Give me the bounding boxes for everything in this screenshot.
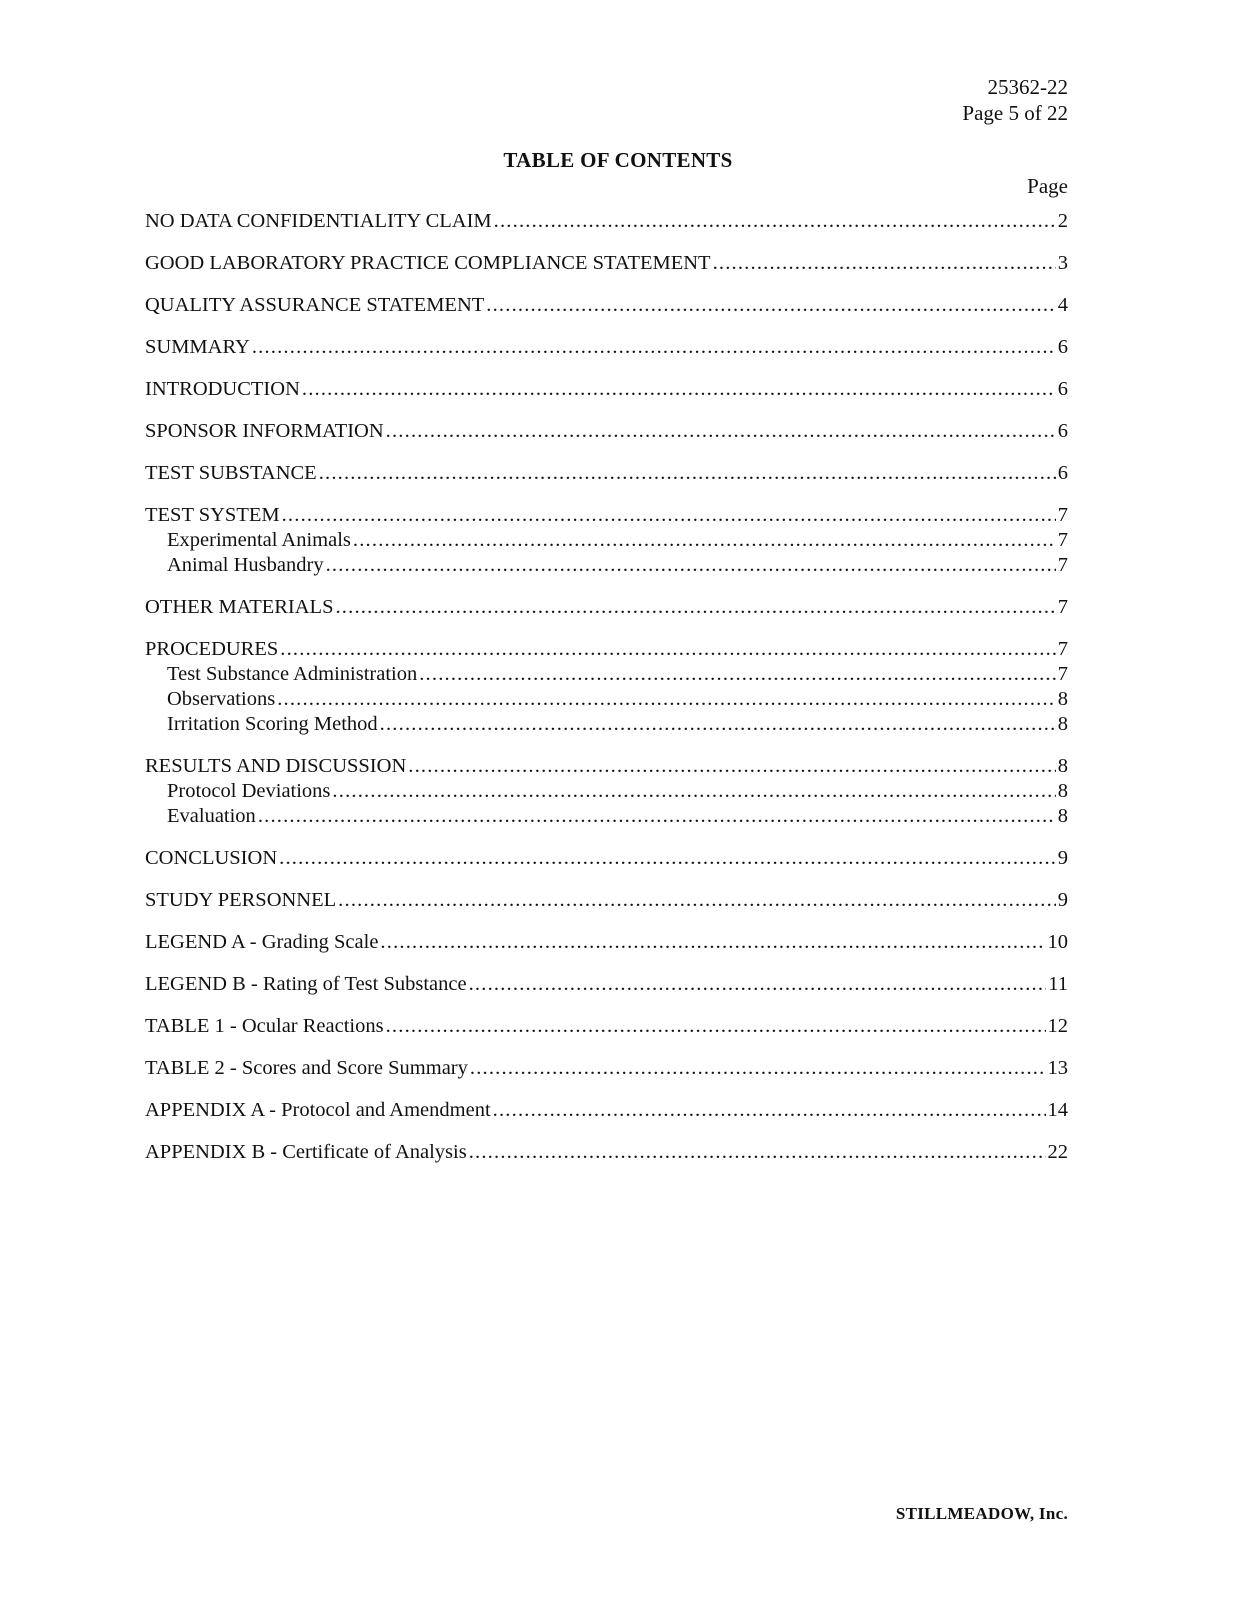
company-name: STILLMEADOW, Inc. (895, 1504, 1068, 1523)
toc-entry-page-number: 9 (1057, 889, 1068, 911)
toc-entry (145, 1097, 1068, 1123)
toc-entry-label: Test Substance Administration (167, 663, 418, 685)
toc-entry (145, 929, 1068, 955)
toc-subentry (145, 687, 1068, 712)
toc-entry-page-number: 7 (1057, 596, 1068, 618)
toc-entry-label: LEGEND A - Grading Scale (145, 931, 379, 953)
toc-entry (145, 971, 1068, 997)
dot-leader (380, 712, 1056, 737)
dot-leader (277, 687, 1056, 712)
toc-entry-label: GOOD LABORATORY PRACTICE COMPLIANCE STATEMENT (145, 252, 711, 274)
toc-entry-label: Animal Husbandry (167, 554, 324, 576)
toc-entry-label: Protocol Deviations (167, 780, 331, 802)
toc-entry-label: APPENDIX B - Certificate of Analysis (145, 1141, 467, 1163)
toc-entry-label: APPENDIX A - Protocol and Amendment (145, 1099, 491, 1121)
toc-entry-label: TABLE 2 - Scores and Score Summary (145, 1057, 468, 1079)
toc-subentry (145, 779, 1068, 804)
toc-entry-page-number: 22 (1047, 1141, 1068, 1163)
dot-leader (494, 208, 1056, 234)
dot-leader (279, 845, 1056, 871)
toc-entry (145, 502, 1068, 528)
toc-entry (145, 334, 1068, 360)
toc-entry (145, 1139, 1068, 1165)
toc-entry-page-number: 7 (1057, 529, 1068, 551)
toc-entry-page-number: 6 (1057, 462, 1068, 484)
dot-leader (713, 250, 1056, 276)
dot-leader (469, 971, 1047, 997)
toc-entry-page-number: 7 (1057, 663, 1068, 685)
dot-leader (326, 553, 1056, 578)
toc-entry (145, 418, 1068, 444)
toc-entry-page-number: 11 (1048, 973, 1068, 995)
toc-entry-label: TEST SUBSTANCE (145, 462, 317, 484)
toc-entry (145, 1013, 1068, 1039)
toc-entry-page-number: 8 (1057, 755, 1068, 777)
toc-entry-label: STUDY PERSONNEL (145, 889, 337, 911)
toc-entry-page-number: 8 (1057, 805, 1068, 827)
toc-entry-label: Observations (167, 688, 276, 710)
toc-entry-page-number: 8 (1057, 713, 1068, 735)
dot-leader (258, 804, 1056, 829)
toc-subentry (145, 712, 1068, 737)
toc-entry-label: SUMMARY (145, 336, 250, 358)
toc-entry (145, 594, 1068, 620)
toc-entry-label: INTRODUCTION (145, 378, 300, 400)
page-indicator: Page 5 of 22 (962, 101, 1068, 125)
dot-leader (335, 594, 1055, 620)
toc-entry (145, 1055, 1068, 1081)
dot-leader (486, 292, 1055, 318)
toc-entry-label: PROCEDURES (145, 638, 279, 660)
page-header (962, 74, 1068, 126)
toc-entry-label: CONCLUSION (145, 847, 278, 869)
dot-leader (319, 460, 1056, 486)
toc-entry-label: OTHER MATERIALS (145, 596, 334, 618)
toc-entry-page-number: 9 (1057, 847, 1068, 869)
toc-entry (145, 753, 1068, 779)
toc-entry-page-number: 6 (1057, 336, 1068, 358)
toc-entry-page-number: 2 (1057, 210, 1068, 232)
document-number: 25362-22 (987, 75, 1068, 99)
toc-entry-page-number: 14 (1047, 1099, 1068, 1121)
toc-entry (145, 292, 1068, 318)
toc-entry-page-number: 6 (1057, 378, 1068, 400)
dot-leader (282, 502, 1056, 528)
toc-entry-label: Irritation Scoring Method (167, 713, 378, 735)
toc-entry-label: SPONSOR INFORMATION (145, 420, 384, 442)
toc-entry-page-number: 8 (1057, 688, 1068, 710)
toc-entry (145, 376, 1068, 402)
dot-leader (280, 636, 1055, 662)
toc-entry-label: Evaluation (167, 805, 256, 827)
toc-entry-page-number: 12 (1047, 1015, 1068, 1037)
toc-entry-page-number: 7 (1057, 638, 1068, 660)
toc-subentry (145, 528, 1068, 553)
dot-leader (386, 418, 1056, 444)
dot-leader (338, 887, 1056, 913)
toc-entry-page-number: 6 (1057, 420, 1068, 442)
toc-entry-label: Experimental Animals (167, 529, 351, 551)
table-of-contents (145, 208, 1068, 1165)
dot-leader (353, 528, 1056, 553)
toc-entry-page-number: 10 (1047, 931, 1068, 953)
dot-leader (469, 1139, 1046, 1165)
toc-entry (145, 845, 1068, 871)
toc-entry-label: RESULTS AND DISCUSSION (145, 755, 407, 777)
toc-entry (145, 250, 1068, 276)
toc-subentry (145, 553, 1068, 578)
dot-leader (470, 1055, 1046, 1081)
toc-entry-page-number: 3 (1057, 252, 1068, 274)
dot-leader (380, 929, 1045, 955)
dot-leader (419, 662, 1056, 687)
toc-entry-label: TEST SYSTEM (145, 504, 280, 526)
toc-entry-label: LEGEND B - Rating of Test Substance (145, 973, 467, 995)
dot-leader (408, 753, 1056, 779)
toc-title: TABLE OF CONTENTS (503, 148, 733, 172)
dot-leader (332, 779, 1055, 804)
toc-entry-label: NO DATA CONFIDENTIALITY CLAIM (145, 210, 492, 232)
toc-entry-page-number: 7 (1057, 554, 1068, 576)
toc-entry-page-number: 8 (1057, 780, 1068, 802)
dot-leader (302, 376, 1056, 402)
toc-entry-page-number: 13 (1047, 1057, 1068, 1079)
toc-entry (145, 208, 1068, 234)
toc-subentry (145, 662, 1068, 687)
toc-entry-label: TABLE 1 - Ocular Reactions (145, 1015, 384, 1037)
toc-entry (145, 887, 1068, 913)
dot-leader (252, 334, 1056, 360)
toc-entry (145, 636, 1068, 662)
toc-entry (145, 460, 1068, 486)
dot-leader (386, 1013, 1046, 1039)
toc-entry-label: QUALITY ASSURANCE STATEMENT (145, 294, 485, 316)
toc-entry-page-number: 7 (1057, 504, 1068, 526)
toc-subentry (145, 804, 1068, 829)
page-column-label: Page (1027, 174, 1068, 198)
dot-leader (493, 1097, 1046, 1123)
toc-entry-page-number: 4 (1057, 294, 1068, 316)
